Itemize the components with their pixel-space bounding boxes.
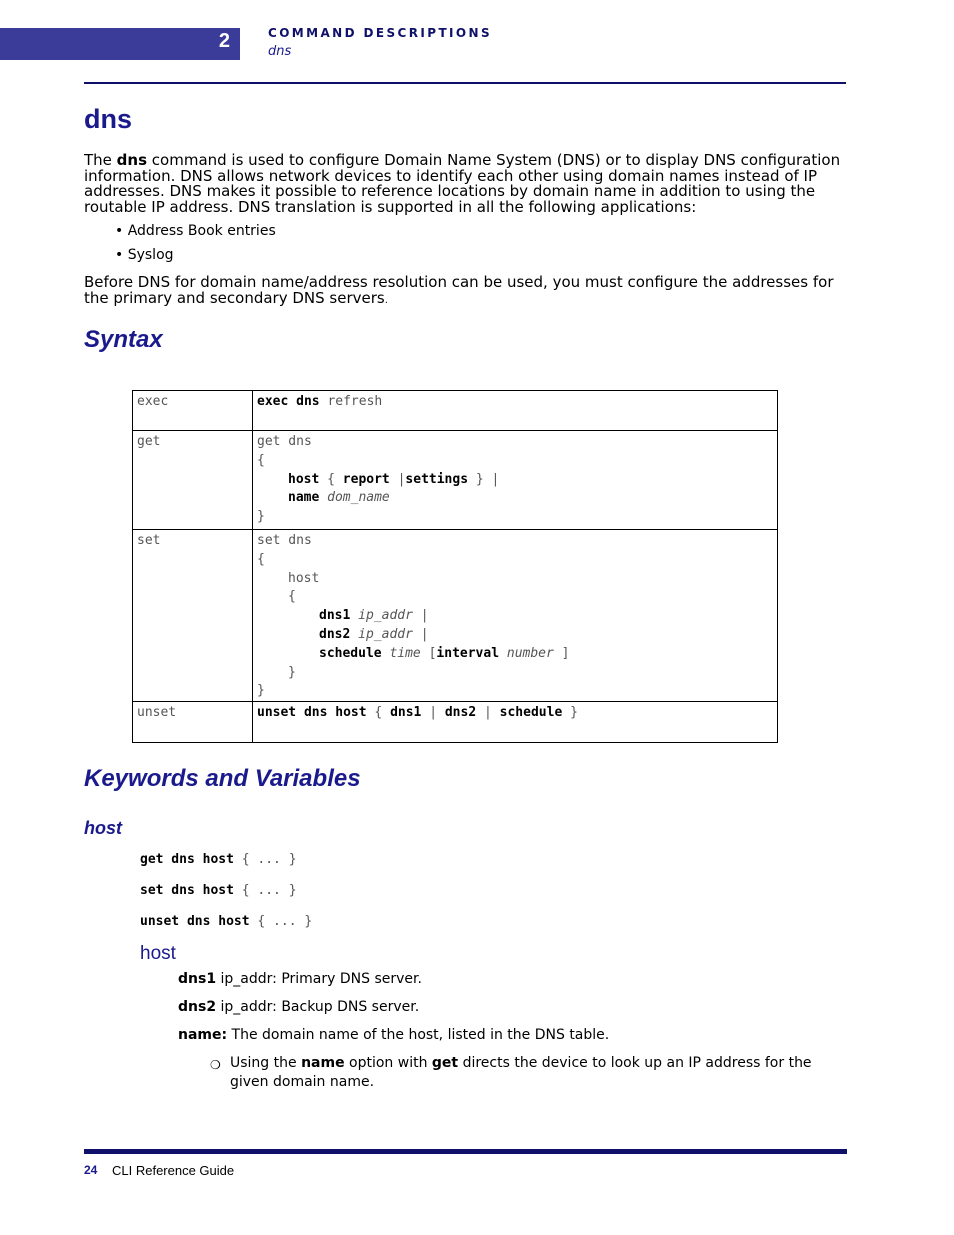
note-paragraph (230, 1054, 830, 1092)
circle-bullet-icon: ❍ (210, 1058, 221, 1072)
get-close-brace: } (257, 509, 265, 525)
kw-dns1: dns1 (390, 705, 422, 721)
var-number: number (506, 645, 554, 661)
kw-dns2: dns2 (444, 705, 477, 721)
host-heading: host (84, 818, 122, 838)
term-dns2: dns2 (178, 999, 217, 1015)
chapter-tab (0, 28, 240, 60)
intro-command: dns (116, 151, 148, 169)
keywords-heading: Keywords and Variables (84, 765, 361, 792)
var-ip-addr: ip_addr (358, 608, 413, 624)
host-command-get (140, 852, 297, 867)
var-ip-addr: ip_addr (358, 626, 413, 642)
syntax-row-set (133, 530, 778, 702)
intro-paragraph (84, 153, 844, 215)
syntax-row-get (133, 431, 778, 530)
bullet-syslog: • Syslog (115, 247, 174, 263)
var-dom-name: dom_name (327, 490, 390, 506)
syntax-body-get (253, 431, 778, 530)
definition-name (178, 1027, 609, 1043)
kw-dns1: dns1 (319, 608, 351, 624)
get-line-name (257, 489, 773, 508)
label-unset: unset (137, 705, 177, 721)
intro-lead: The (84, 151, 117, 169)
chapter-number: 2 (218, 30, 230, 52)
kw-host: host (288, 471, 320, 487)
set-host-open: { (288, 589, 296, 605)
label-exec: exec (137, 394, 169, 409)
ellipsis-braces: { ... } (233, 883, 297, 898)
bullet-address-book: • Address Book entries (115, 223, 276, 239)
set-line-schedule (257, 645, 773, 664)
brace-close: } (562, 705, 578, 721)
label-get: get (137, 434, 161, 449)
note-text: Using the (230, 1055, 302, 1071)
syntax-row-exec (133, 391, 778, 431)
kw-unset-dns-host: unset dns host (257, 705, 367, 721)
note-kw-get: get (431, 1055, 459, 1071)
page-number: 24 (84, 1163, 98, 1177)
intro-rest: command is used to configure Domain Name System (DNS) or to display DNS configuration information. DNS allows network devices to identify each other using domain names instead of IP addresses. DNS makes it possible to reference locations by domain name in addition to using the routable IP address. DNS translation is supported in all the following applications: (84, 151, 841, 216)
exec-line (257, 393, 773, 412)
var-time: time (389, 645, 421, 661)
kw-exec-dns: exec dns (257, 394, 320, 409)
host-subheading: host (140, 943, 176, 964)
set-line-1: set dns (257, 533, 312, 548)
kw-schedule: schedule (319, 645, 382, 661)
definition-dns1 (178, 971, 422, 987)
set-host-close: } (288, 664, 296, 680)
host-command-unset (140, 914, 312, 929)
set-host: host (288, 570, 320, 586)
syntax-table (132, 390, 778, 743)
note-kw-name: name (301, 1055, 345, 1071)
kw-settings: settings (405, 471, 469, 487)
unset-line (257, 704, 773, 723)
footer-rule (84, 1149, 847, 1154)
syntax-label-exec (133, 391, 253, 431)
footer-title: CLI Reference Guide (112, 1163, 235, 1178)
definition-text: ip_addr: Primary DNS server. (216, 971, 422, 987)
definition-text: The domain name of the host, listed in the DNS table. (227, 1027, 610, 1043)
kw-dns2: dns2 (319, 626, 351, 642)
prerequisite-period: . (384, 294, 388, 306)
kw-name: name (288, 490, 320, 506)
note-text: directs the device to look up an IP address for the given domain name. (230, 1055, 812, 1090)
arg-refresh: refresh (319, 394, 383, 409)
syntax-body-exec (253, 391, 778, 431)
kw-schedule: schedule (499, 705, 563, 721)
syntax-row-unset (133, 702, 778, 743)
syntax-body-set (253, 530, 778, 702)
definition-text: ip_addr: Backup DNS server. (216, 999, 420, 1015)
syntax-label-unset (133, 702, 253, 743)
pipe: | (476, 705, 500, 721)
get-line-1: get dns (257, 434, 312, 449)
ellipsis-braces: { ... } (233, 852, 297, 867)
set-line-dns1 (257, 607, 773, 626)
get-open-brace: { (257, 452, 265, 468)
definition-dns2 (178, 999, 419, 1015)
prerequisite-text: Before DNS for domain name/address resolution can be used, you must configure the addresses for the primary and secondary DNS servers (84, 273, 834, 307)
note-text: option with (344, 1055, 432, 1071)
bracket-close: ] (553, 645, 570, 661)
kw-unset-dns-host: unset dns host (140, 914, 250, 929)
syntax-label-set (133, 530, 253, 702)
pipe: | (412, 626, 429, 642)
pipe: | (421, 705, 445, 721)
term-name: name: (178, 1027, 228, 1043)
get-line-host (257, 471, 773, 490)
kw-set-dns-host: set dns host (140, 883, 234, 898)
syntax-body-unset (253, 702, 778, 743)
syntax-label-get (133, 431, 253, 530)
host-command-set (140, 883, 297, 898)
page-title: dns (84, 104, 133, 134)
term-dns1: dns1 (178, 971, 217, 987)
running-header-subsection: dns (268, 44, 292, 59)
pipe: | (389, 471, 406, 487)
set-close-brace: } (257, 683, 265, 699)
header-rule (84, 82, 846, 84)
set-open-brace: { (257, 551, 265, 567)
label-set: set (137, 533, 161, 548)
bracket-open: [ (420, 645, 437, 661)
syntax-heading: Syntax (84, 326, 163, 353)
kw-report: report (342, 471, 390, 487)
kw-interval: interval (436, 645, 500, 661)
brace: { (319, 471, 343, 487)
ellipsis-braces: { ... } (249, 914, 313, 929)
prerequisite-paragraph (84, 275, 844, 308)
set-line-dns2 (257, 626, 773, 645)
kw-get-dns-host: get dns host (140, 852, 234, 867)
brace-close: } | (468, 471, 500, 487)
running-header-section: COMMAND DESCRIPTIONS (268, 26, 493, 40)
brace: { (366, 705, 391, 721)
pipe: | (412, 608, 429, 624)
